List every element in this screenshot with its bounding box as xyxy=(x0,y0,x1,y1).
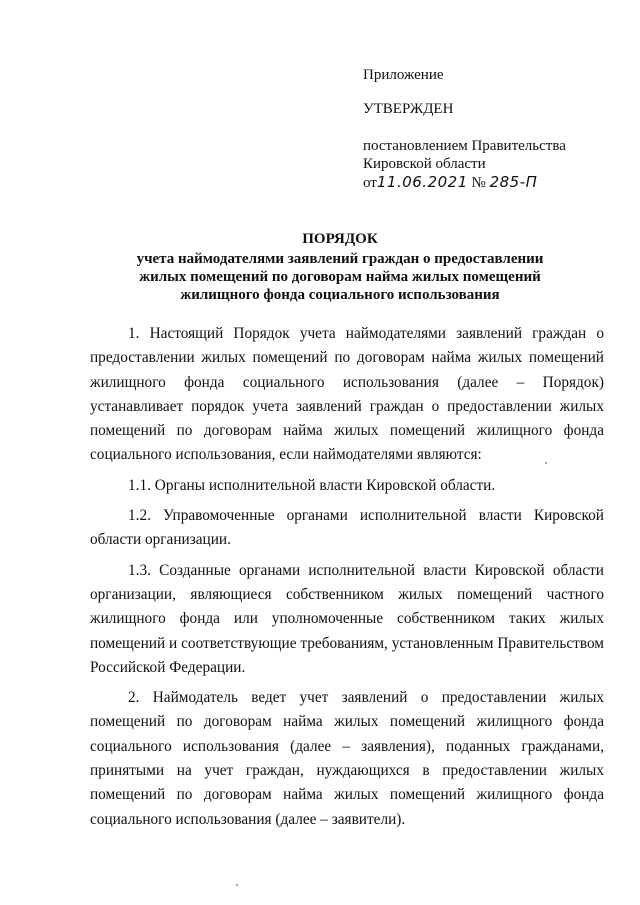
decree-line-1: постановлением Правительства xyxy=(363,138,566,154)
paragraph-1-1: 1.1. Органы исполнительной власти Кировской области. xyxy=(128,476,496,494)
approval-block xyxy=(363,66,623,192)
title-subtitle-line-1: учета наймодателями заявлений граждан о предоставлении xyxy=(136,251,544,267)
approved-label: УТВЕРЖДЕН xyxy=(363,101,454,117)
paragraph-1: 1. Настоящий Порядок учета наймодателями заявлений граждан о предоставлении жилых помещений по договорам найма жилых помещений жилищного фонда социального использования (далее – Порядок) устанавливает порядок учета заявлений граждан о предоставлении жилых помещений по договорам найма жилых помещений жилищного фонда социального использования, если наймодателями являются: xyxy=(90,325,604,464)
paragraph-1-3: 1.3. Созданные органами исполнительной власти Кировской области организации, являющиеся собственником жилых помещений частного жилищного фонда или уполномоченные собственником таких жилых помещений и соответствующие требованиям, установленным Правительством Российской Федерации. xyxy=(90,561,604,676)
decree-number: 285-П xyxy=(489,173,538,191)
paragraph-2: 2. Наймодатель ведет учет заявлений о предоставлении жилых помещений по договорам найма жилых помещений жилищного фонда социального использования (далее – заявления), поданных гражданами, принятыми на учет граждан, нуждающихся в предоставлении жилых помещений по договорам найма жилых помещений жилищного фонда социального использования (далее – заявители). xyxy=(90,689,604,828)
from-prefix: от xyxy=(363,175,377,191)
decree-date: 11.06.2021 xyxy=(376,173,468,191)
paragraph-1-2: 1.2. Управомоченные органами исполнительной власти Кировской области организации. xyxy=(90,507,604,549)
title-heading: ПОРЯДОК xyxy=(302,231,378,247)
appendix-label: Приложение xyxy=(363,67,444,83)
document-body xyxy=(90,322,604,832)
title-subtitle-line-3: жилищного фонда социального использования xyxy=(180,287,500,303)
decree-date-number xyxy=(363,173,623,192)
document-title xyxy=(90,230,590,304)
decree-line-2: Кировской области xyxy=(363,156,486,172)
number-sign: № xyxy=(471,175,486,191)
title-subtitle-line-2: жилых помещений по договорам найма жилых помещений xyxy=(139,269,541,285)
scan-speck xyxy=(236,884,238,886)
scan-speck xyxy=(545,462,547,464)
